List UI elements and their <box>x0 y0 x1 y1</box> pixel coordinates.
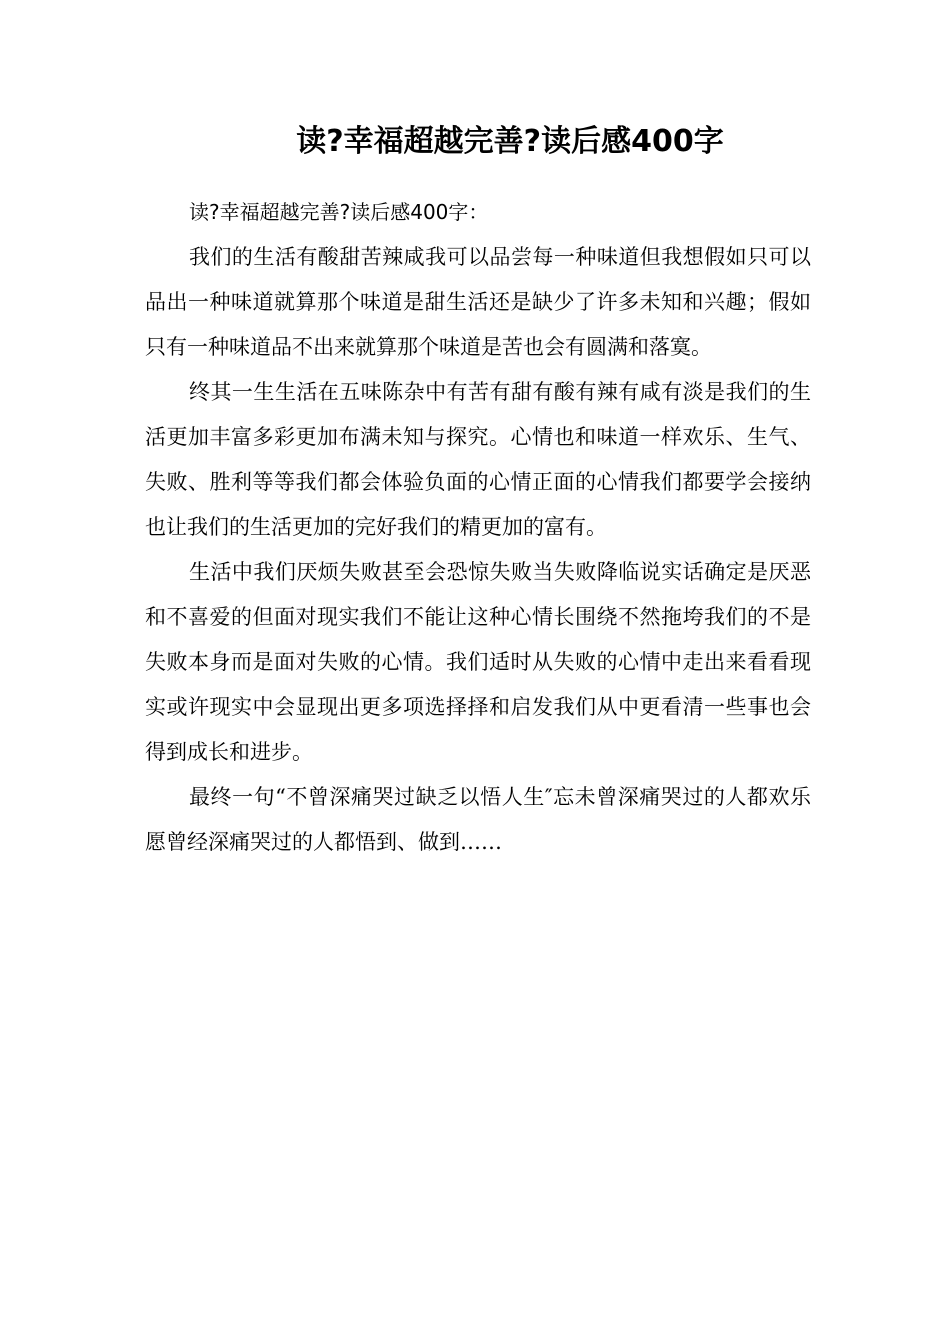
paragraph-1: 我们的生活有酸甜苦辣咸我可以品尝每一种味道但我想假如只可以品出一种味道就算那个味道是甜生活还是缺少了许多未知和兴趣；假如只有一种味道品不出来就算那个味道是苦也会有圆满和落寞。 <box>145 245 811 359</box>
paragraph-4: 最终一句“不曾深痛哭过缺乏以悟人生″忘未曾深痛哭过的人都欢乐愿曾经深痛哭过的人都悟到、做到…… <box>145 785 811 854</box>
paragraph-3: 生活中我们厌烦失败甚至会恐惊失败当失败降临说实话确定是厌恶和不喜爱的但面对现实我们不能让这种心情长围绕不然拖垮我们的不是失败本身而是面对失败的心情。我们适时从失败的心情中走出来看看现实或许现实中会显现出更多项选择择和启发我们从中更看清一些事也会得到成长和进步。 <box>145 560 811 764</box>
intro-line: 读?幸福超越完善?读后感400字： <box>189 200 489 224</box>
document-body <box>145 190 811 865</box>
paragraph-2: 终其一生生活在五味陈杂中有苦有甜有酸有辣有咸有淡是我们的生活更加丰富多彩更加布满未知与探究。心情也和味道一样欢乐、生气、失败、胜利等等我们都会体验负面的心情正面的心情我们都要学会接纳也让我们的生活更加的完好我们的精更加的富有。 <box>145 380 811 539</box>
document-title: 读?幸福超越完善?读后感400字 <box>296 124 724 159</box>
